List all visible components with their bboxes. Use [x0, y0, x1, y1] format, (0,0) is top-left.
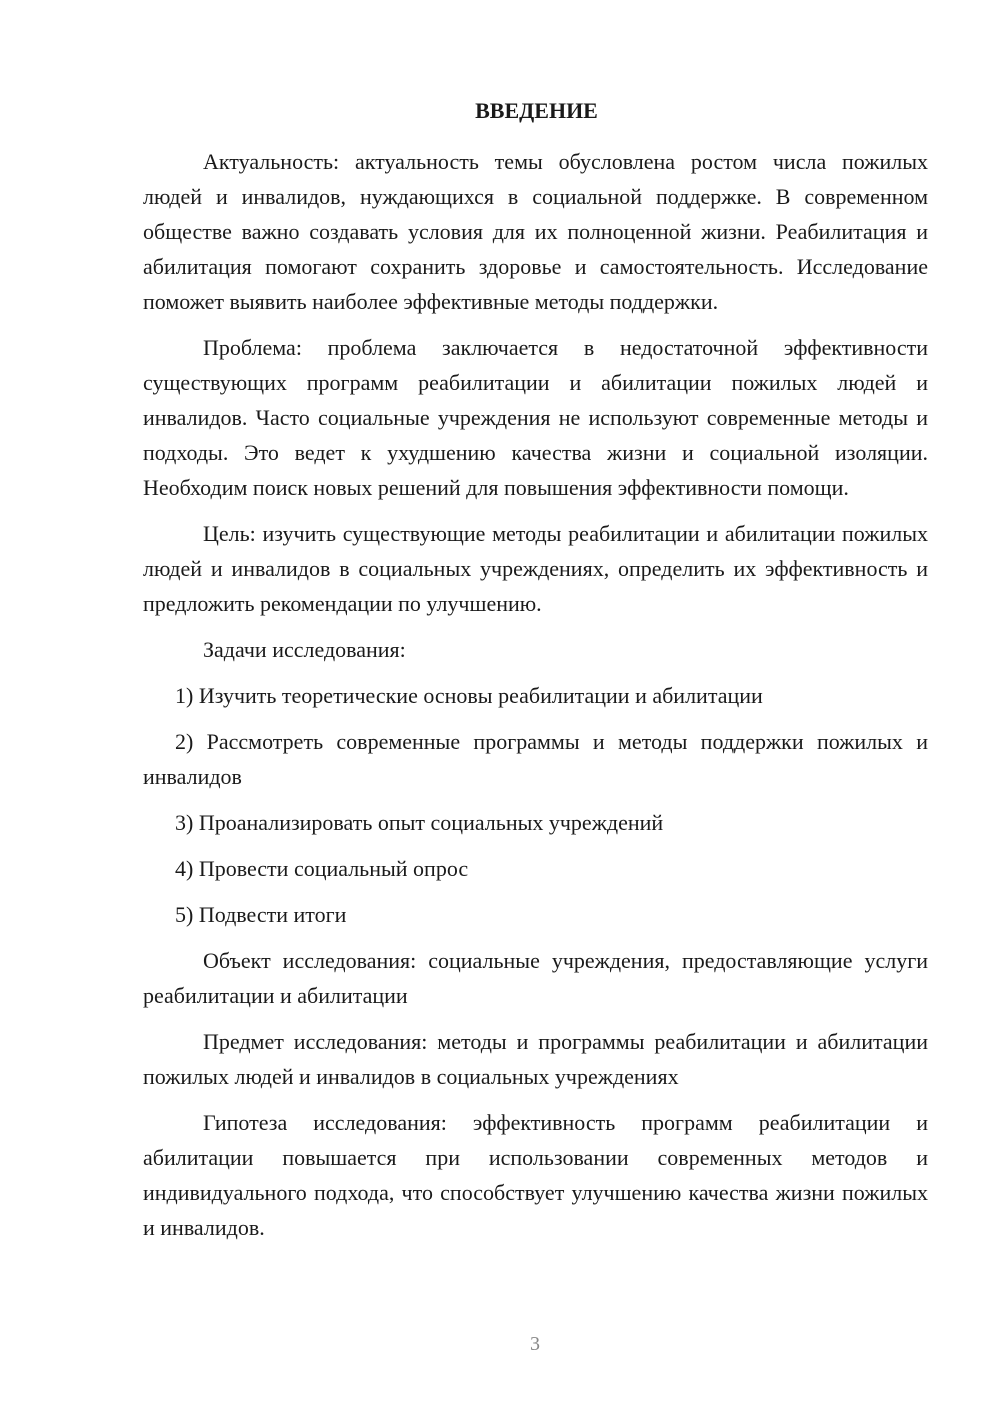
- document-body: [143, 96, 928, 1256]
- paragraph-goal: Цель: изучить существующие методы реабилитации и абилитации пожилых людей и инвалидов в социальных учреждениях, определить их эффективность и предложить рекомендации по улучшению.: [143, 521, 928, 616]
- paragraph-subject: Предмет исследования: методы и программы реабилитации и абилитации пожилых людей и инвалидов в социальных учреждениях: [143, 1029, 928, 1089]
- task-item: 4) Провести социальный опрос: [175, 856, 469, 881]
- paragraph-object: Объект исследования: социальные учреждения, предоставляющие услуги реабилитации и абилитации: [143, 948, 928, 1008]
- task-item: 3) Проанализировать опыт социальных учреждений: [175, 810, 664, 835]
- page-number: 3: [530, 1333, 540, 1355]
- tasks-heading: Задачи исследования:: [203, 637, 406, 662]
- paragraph-problem: Проблема: проблема заключается в недостаточной эффективности существующих программ реабилитации и абилитации пожилых людей и инвалидов. Часто социальные учреждения не используют современные методы и подходы. Это ведет к ухудшению качества жизни и социальной изоляции. Необходим поиск новых решений для повышения эффективности помощи.: [143, 335, 928, 500]
- task-item: 1) Изучить теоретические основы реабилитации и абилитации: [175, 683, 763, 708]
- paragraph-hypothesis: Гипотеза исследования: эффективность программ реабилитации и абилитации повышается при использовании современных методов и индивидуального подхода, что способствует улучшению качества жизни пожилых и инвалидов.: [143, 1110, 928, 1240]
- task-item: 5) Подвести итоги: [175, 902, 347, 927]
- paragraph-relevance: Актуальность: актуальность темы обусловлена ростом числа пожилых людей и инвалидов, нуждающихся в социальной поддержке. В современном обществе важно создавать условия для их полноценной жизни. Реабилитация и абилитация помогают сохранить здоровье и самостоятельность. Исследование поможет выявить наиболее эффективные методы поддержки.: [143, 149, 928, 314]
- task-item: 2) Рассмотреть современные программы и методы поддержки пожилых и инвалидов: [143, 729, 928, 789]
- section-title: ВВЕДЕНИЕ: [475, 98, 598, 123]
